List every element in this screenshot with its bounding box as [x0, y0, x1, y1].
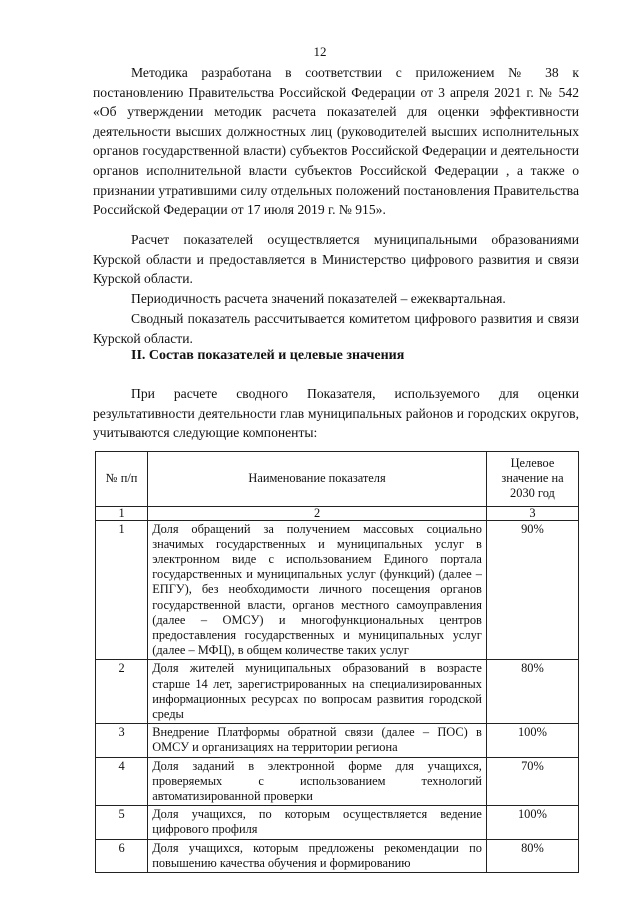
row-target-value: 100%: [486, 806, 578, 839]
header-target-value: Целевое значение на 2030 год: [486, 452, 578, 507]
row-target-value: 80%: [486, 839, 578, 872]
page-number: 12: [313, 44, 327, 59]
paragraph-periodicity: Периодичность расчета значений показателей – ежеквартальная.: [131, 291, 506, 306]
paragraph-calculation: Расчет показателей осуществляется муниципальными образованиями Курской области и предоставляется в Министерство цифрового развития и связи Курской области.: [93, 232, 579, 287]
index-cell: 1: [96, 506, 148, 520]
paragraph-intro: При расчете сводного Показателя, используемого для оценки результативности деятельности глав муниципальных районов и городских округов, учитываются следующие компоненты:: [93, 386, 579, 441]
header-indicator-name: Наименование показателя: [148, 452, 487, 507]
row-target-value: 90%: [486, 520, 578, 660]
table-row: [96, 724, 579, 757]
row-target-value: 70%: [486, 757, 578, 806]
index-cell: 2: [148, 506, 487, 520]
row-number: 6: [96, 839, 148, 872]
row-number: 1: [96, 520, 148, 660]
row-indicator-name: Внедрение Платформы обратной связи (далее – ПОС) в ОМСУ и организациях на территории региона: [148, 724, 487, 757]
row-indicator-name: Доля жителей муниципальных образований в возрасте старше 14 лет, зарегистрированных на специализированных информационных ресурсах по вопросам развития городской среды: [148, 660, 487, 724]
row-indicator-name: Доля заданий в электронной форме для учащихся, проверяемых с использованием технологий автоматизированной проверки: [148, 757, 487, 806]
section-heading: II. Состав показателей и целевые значения: [131, 348, 405, 363]
table-row: [96, 839, 579, 872]
table-index-row: [96, 506, 579, 520]
row-target-value: 100%: [486, 724, 578, 757]
row-number: 3: [96, 724, 148, 757]
table-header-row: [96, 452, 579, 507]
table-row: [96, 757, 579, 806]
row-indicator-name: Доля обращений за получением массовых социально значимых государственных и муниципальных услуг в электронном виде с использованием Единого портала государственных и муниципальных услуг (функций) (далее – ЕПГУ), без необходимости личного посещения органов государственной власти, органов местного самоуправления (далее – ОМСУ) и многофункциональных центров предоставления государственных и муниципальных услуг (далее – МФЦ), в общем количестве таких услуг: [148, 520, 487, 660]
row-indicator-name: Доля учащихся, по которым осуществляется ведение цифрового профиля: [148, 806, 487, 839]
row-number: 5: [96, 806, 148, 839]
row-number: 2: [96, 660, 148, 724]
row-number: 4: [96, 757, 148, 806]
header-number: № п/п: [96, 452, 148, 507]
row-target-value: 80%: [486, 660, 578, 724]
table-row: [96, 806, 579, 839]
indicators-table: [95, 451, 579, 873]
table-row: [96, 520, 579, 660]
paragraph-methodology: Методика разработана в соответствии с приложением № 38 к постановлению Правительства Российской Федерации от 3 апреля 2021 г. № 542 «Об утверждении методик расчета показателей для оценки эффективности деятельности высших должностных лиц (руководителей высших исполнительных органов государственной власти) субъектов Российской Федерации и деятельности органов исполнительной власти субъектов Российской Федерации , а также о признании утратившими силу отдельных положений постановления Правительства Российской Федерации от 17 июля 2019 г. № 915».: [93, 65, 579, 218]
table-row: [96, 660, 579, 724]
row-indicator-name: Доля учащихся, которым предложены рекомендации по повышению качества обучения и формированию: [148, 839, 487, 872]
paragraph-summary-indicator: Сводный показатель рассчитывается комитетом цифрового развития и связи Курской области.: [93, 311, 579, 346]
index-cell: 3: [486, 506, 578, 520]
